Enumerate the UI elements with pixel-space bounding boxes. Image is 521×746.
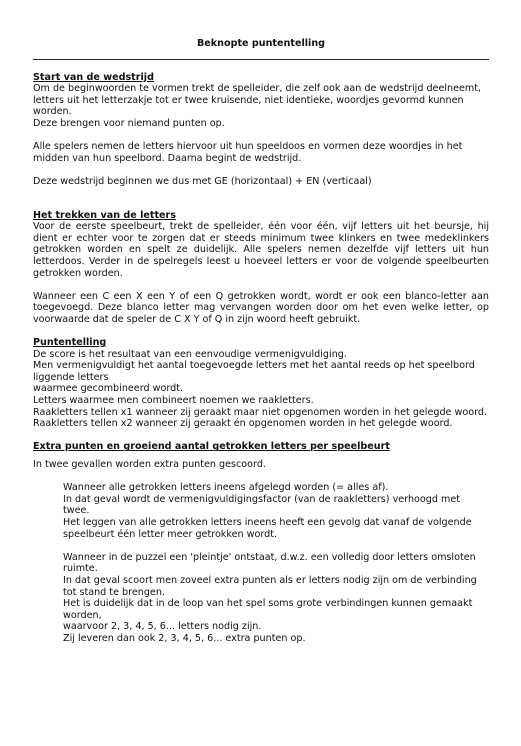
document-title: Beknopte puntentelling xyxy=(196,38,326,49)
section-extra xyxy=(33,441,489,644)
title-divider xyxy=(33,59,489,60)
text-line: Raakletters tellen x1 wanneer zij geraakt maar niet opgenomen worden in het gelegde woord. xyxy=(33,406,488,418)
section-start xyxy=(33,72,489,188)
text-line: In dat geval wordt de vermenigvuldigingsfactor (van de raakletters) verhoogd met twee. xyxy=(63,493,461,517)
text-line: Zij leveren dan ook 2, 3, 4, 5, 6... extra punten op. xyxy=(63,632,306,644)
paragraph: Deze wedstrijd beginnen we dus met GE (horizontaal) + EN (verticaal) xyxy=(33,175,372,187)
section-heading-punten: Puntentelling xyxy=(33,337,107,349)
section-punten xyxy=(33,337,489,430)
section-trekken xyxy=(33,210,489,326)
text-line: Men vermenigvuldigt het aantal toegevoegde letters met het aantal reeds op het speelbord liggende letters xyxy=(33,360,475,383)
section-heading-extra: Extra punten en groeiend aantal getrokken letters per speelbeurt xyxy=(33,441,390,453)
text-line: Wanneer in de puzzel een 'pleintje' ontstaat, d.w.z. een volledig door letters omsloten ruimte. xyxy=(63,551,476,575)
section-heading-start: Start van de wedstrijd xyxy=(33,71,154,83)
text-line: waarmee gecombineerd wordt. xyxy=(33,383,184,395)
paragraph: Wanneer een C een X een Y of een Q getrokken wordt, wordt er ook een blanco-letter aan toegevoegd. Deze blanco letter mag vervangen worden door om het even welke letter, op voorwaarde dat de speler de C X Y of Q in zijn woord heeft gebruikt. xyxy=(33,290,489,325)
text-line: In dat geval scoort men zoveel extra punten als er letters nodig zijn om de verbinding tot stand te brengen. xyxy=(63,574,477,598)
extra-case-1 xyxy=(33,482,487,540)
text-line: Het is duidelijk dat in de loop van het spel soms grote verbindingen kunnen gemaakt worden, xyxy=(63,598,473,621)
text-line: Het leggen van alle getrokken letters ineens heeft een gevolg dat vanaf de volgende speelbeurt één letter meer getrokken wordt. xyxy=(63,516,472,540)
paragraph: Voor de eerste speelbeurt, trekt de spelleider, één voor één, vijf letters uit het beursje, hij dient er echter voor te zorgen dat er steeds minimum twee klinkers en twee medeklinkers getrokken worden en spelt ze duidelijk. Alle spelers nemen dezelfde vijf letters uit hun letterdoos. Verder in de spelregels leest u hoeveel letters er voor de volgende speelbeurten getrokken worden. xyxy=(33,221,489,279)
text-line: De score is het resultaat van een eenvoudige vermenigvuldiging. xyxy=(33,348,347,360)
paragraph: Alle spelers nemen de letters hiervoor uit hun speeldoos en vormen deze woordjes in het midden van hun speelbord. Daarna begint de wedstrijd. xyxy=(33,141,463,164)
paragraph: Om de beginwoorden te vormen trekt de spelleider, die zelf ook aan de wedstrijd deelneemt, letters uit het letterzakje tot er twee kruisende, niet identieke, woordjes gevormd kunnen worden. xyxy=(33,83,482,118)
paragraph: Deze brengen voor niemand punten op. xyxy=(33,117,225,129)
text-line: waarvoor 2, 3, 4, 5, 6... letters nodig zijn. xyxy=(63,621,262,633)
text-line: Letters waarmee men combineert noemen we raakletters. xyxy=(33,395,314,407)
section-heading-trekken: Het trekken van de letters xyxy=(33,209,176,221)
text-line: Raakletters tellen x2 wanneer zij geraakt én opgenomen worden in het gelegde woord. xyxy=(33,418,453,430)
paragraph: In twee gevallen worden extra punten gescoord. xyxy=(33,459,266,470)
extra-case-2 xyxy=(33,552,487,645)
text-line: Wanneer alle getrokken letters ineens afgelegd worden (= alles af). xyxy=(63,482,389,494)
document-page xyxy=(33,38,489,645)
